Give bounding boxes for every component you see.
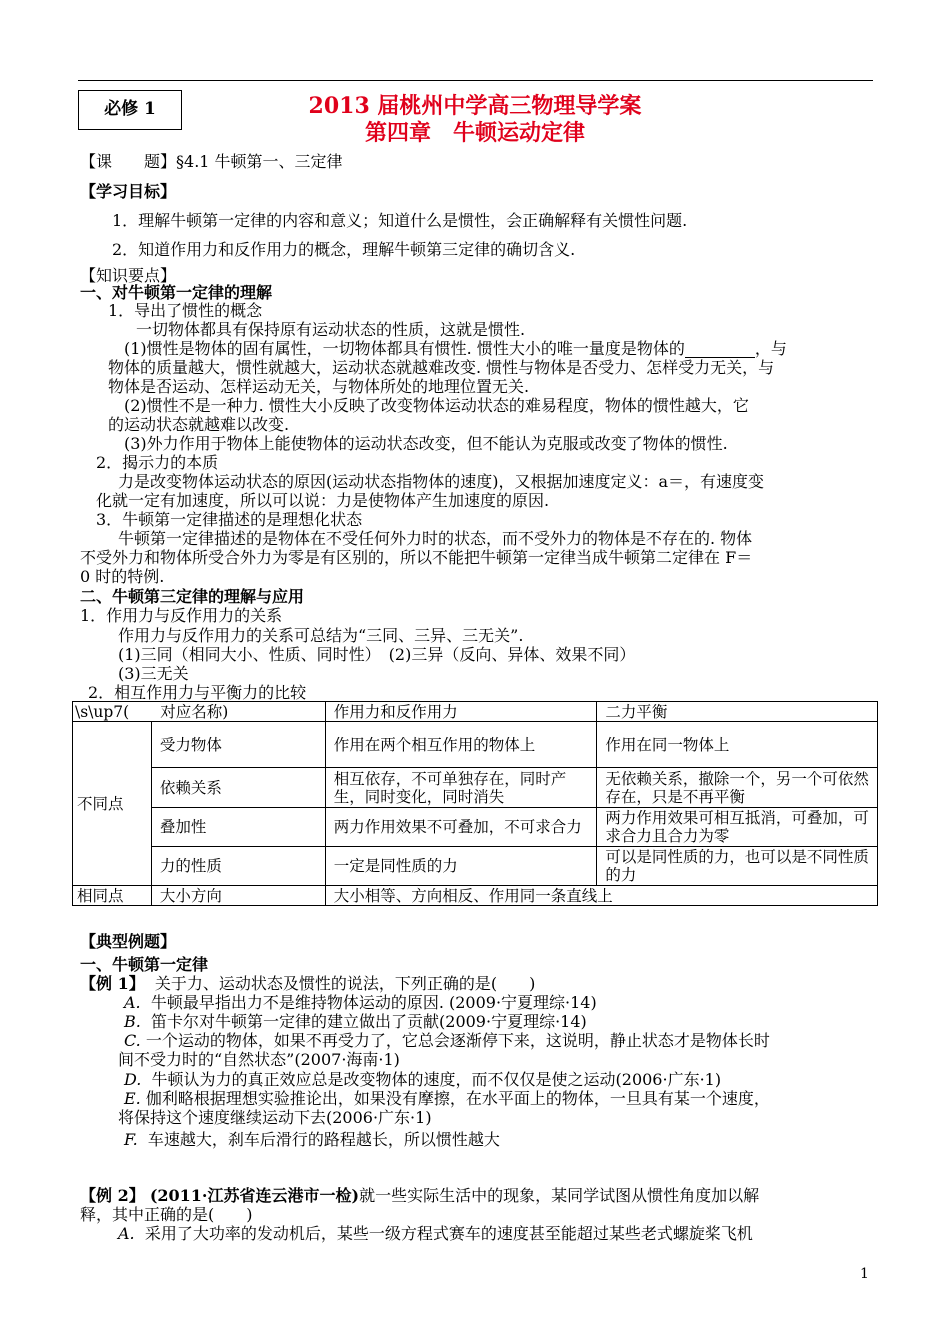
paragraph-line: 物体的质量越大，惯性就越大，运动状态就越难改变. 惯性与物体是否受力、怎样受力无关，与 xyxy=(108,358,775,377)
table-cell: 叠加性 xyxy=(151,808,325,847)
table-cell: 无依赖关系，撤除一个，另一个可依然存在，只是不再平衡 xyxy=(597,768,878,808)
knowledge-heading: 【知识要点】 xyxy=(80,266,177,285)
paragraph-line: (2)惯性不是一种力. 惯性大小反映了改变物体运动状态的难易程度，物体的惯性越大，它 xyxy=(124,396,749,415)
option: B. 笛卡尔对牛顿第一定律的建立做出了贡献(2009·宁夏理综·14) xyxy=(124,1012,587,1031)
paragraph-line: (3)外力作用于物体上能使物体的运动状态改变，但不能认为克服或改变了物体的惯性. xyxy=(124,434,728,453)
option: A. 采用了大功率的发动机后，某些一级方程式赛车的速度甚至能超过某些老式螺旋桨飞机 xyxy=(118,1224,753,1243)
table-cell: 作用在两个相互作用的物体上 xyxy=(325,722,597,768)
paragraph-line: 牛顿第一定律描述的是物体在不受任何外力时的状态，而不受外力的物体是不存在的. 物体 xyxy=(118,529,753,548)
subsection-title: 2．揭示力的本质 xyxy=(96,453,219,472)
example-2-stem: 【例 2】 (2011·江苏省连云港市一检)就一些实际生活中的现象，某同学试图从惯性角度加以解 xyxy=(80,1186,760,1205)
table-cell: 两力作用效果可相互抵消，可叠加，可求合力且合力为零 xyxy=(597,808,878,847)
example-2-stem-cont: 释，其中正确的是( ) xyxy=(80,1205,253,1224)
top-rule xyxy=(78,80,873,81)
objective-item: 2．知道作用力和反作用力的概念，理解牛顿第三定律的确切含义. xyxy=(112,240,576,259)
course-box: 必修 1 xyxy=(78,90,182,130)
chapter-title: 第四章 牛顿运动定律 xyxy=(364,120,585,146)
paragraph-line: 的运动状态就越难以改变. xyxy=(108,415,290,434)
topic-label: 【课 题】 xyxy=(80,152,177,171)
table-cell: 力的性质 xyxy=(151,847,325,886)
paragraph-line: 作用力与反作用力的关系可总结为“三同、三异、三无关”. xyxy=(118,626,524,645)
paragraph-line: 不受外力和物体所受合外力为零是有区别的，所以不能把牛顿第一定律当成牛顿第二定律在 F＝ xyxy=(80,548,753,567)
option-continuation: 将保持这个速度继续运动下去(2006·广东·1) xyxy=(118,1108,432,1127)
table-header-cell: 作用力和反作用力 xyxy=(325,702,597,722)
objective-item: 1．理解牛顿第一定律的内容和意义；知道什么是惯性，会正确解释有关惯性问题. xyxy=(112,211,688,230)
table-cell: 受力物体 xyxy=(151,722,325,768)
fill-blank xyxy=(685,343,755,358)
table-cell: 大小方向 xyxy=(151,886,325,906)
paragraph-line: (1)三同（相同大小、性质、同时性） (2)三异（反向、异体、效果不同） xyxy=(118,645,636,664)
option: F. 车速越大，刹车后滑行的路程越长，所以惯性越大 xyxy=(124,1130,500,1149)
table-header-cell: 二力平衡 xyxy=(597,702,878,722)
table-row xyxy=(73,847,878,886)
document-title: 2013 届桃州中学高三物理导学案 xyxy=(308,93,642,119)
option-continuation: 间不受力时的“自然状态”(2007·海南·1) xyxy=(118,1050,400,1069)
section-title: 二、牛顿第三定律的理解与应用 xyxy=(80,587,305,606)
paragraph-line: 力是改变物体运动状态的原因(运动状态指物体的速度)，又根据加速度定义：a＝，有速度变 xyxy=(118,472,765,491)
topic-row xyxy=(80,152,343,171)
table-header-row xyxy=(73,702,878,722)
section-title: 一、牛顿第一定律 xyxy=(80,955,209,974)
option: A. 牛顿最早指出力不是维持物体运动的原因. (2009·宁夏理综·14) xyxy=(124,993,597,1012)
same-label-cell: 相同点 xyxy=(73,886,152,906)
example-label: 【例 1】 xyxy=(80,974,145,993)
paragraph-line: 化就一定有加速度，所以可以说：力是使物体产生加速度的原因. xyxy=(96,491,550,510)
subsection-title: 1．作用力与反作用力的关系 xyxy=(80,606,283,625)
table-row xyxy=(73,768,878,808)
comparison-table xyxy=(72,701,878,906)
examples-heading: 【典型例题】 xyxy=(80,932,177,951)
topic-text: §4.1 牛顿第一、三定律 xyxy=(176,152,343,171)
subsection-title: 1．导出了惯性的概念 xyxy=(108,301,263,320)
table-cell: 相互依存，不可单独存在，同时产生，同时变化，同时消失 xyxy=(325,768,597,808)
subsection-title: 2．相互作用力与平衡力的比较 xyxy=(88,683,307,702)
option: E. 伽利略根据理想实验推论出，如果没有摩擦，在水平面上的物体，一旦具有某一个速度， xyxy=(124,1089,770,1108)
table-cell: 一定是同性质的力 xyxy=(325,847,597,886)
table-cell: 可以是同性质的力，也可以是不同性质的力 xyxy=(597,847,878,886)
page-number: 1 xyxy=(860,1266,869,1282)
subsection-title: 3．牛顿第一定律描述的是理想化状态 xyxy=(96,510,363,529)
table-row xyxy=(73,808,878,847)
objectives-heading: 【学习目标】 xyxy=(80,182,177,201)
example-source: (2011·江苏省连云港市一检) xyxy=(149,1186,360,1205)
option: C. 一个运动的物体，如果不再受力了，它总会逐渐停下来，这说明，静止状态才是物体长时 xyxy=(124,1031,770,1050)
section-title: 一、对牛顿第一定律的理解 xyxy=(80,283,273,302)
table-row xyxy=(73,722,878,768)
table-cell: 大小相等、方向相反、作用同一条直线上 xyxy=(325,886,877,906)
table-cell: 两力作用效果不可叠加，不可求合力 xyxy=(325,808,597,847)
paragraph-line: (3)三无关 xyxy=(118,664,189,683)
example-1-stem: 【例 1】 关于力、运动状态及惯性的说法，下列正确的是( ) xyxy=(80,974,536,993)
table-header-cell: \s\up7( 对应名称) xyxy=(73,702,326,722)
table-cell: 作用在同一物体上 xyxy=(597,722,878,768)
example-label: 【例 2】 xyxy=(80,1186,145,1205)
table-row xyxy=(73,886,878,906)
paragraph-line: (1)惯性是物体的固有属性，一切物体都具有惯性. 惯性大小的唯一量度是物体的 ，与 xyxy=(124,339,787,358)
table-cell: 依赖关系 xyxy=(151,768,325,808)
paragraph-line: 物体是否运动、怎样运动无关，与物体所处的地理位置无关. xyxy=(108,377,530,396)
group-label-cell: 不同点 xyxy=(73,722,152,886)
paragraph-line: 0 时的特例. xyxy=(80,567,165,586)
paragraph: 一切物体都具有保持原有运动状态的性质，这就是惯性. xyxy=(136,320,526,339)
option: D. 牛顿认为力的真正效应总是改变物体的速度，而不仅仅是使之运动(2006·广东·1) xyxy=(124,1070,722,1089)
